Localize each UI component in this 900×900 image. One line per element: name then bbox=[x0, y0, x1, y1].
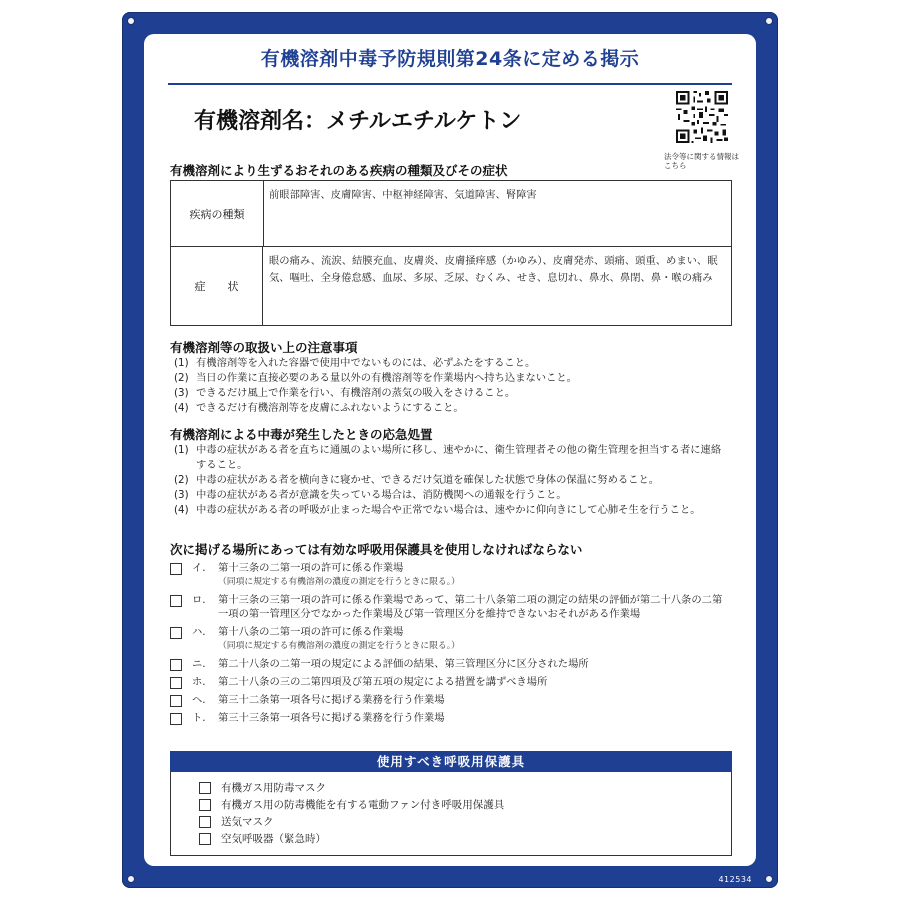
list-item: 有機ガス用の防毒機能を有する電動ファン付き呼吸用保護具 bbox=[199, 797, 504, 814]
list-item: (2) 当日の作業に直接必要のある量以外の有機溶剤等を作業場内へ持ち込まないこと。 bbox=[174, 372, 577, 384]
disease-type-header: 疾病の種類 bbox=[171, 181, 264, 246]
disease-type-row bbox=[171, 181, 731, 247]
list-item: (2) 中毒の症状がある者を横向きに寝かせ、できるだけ気道を確保した状態で身体の保温に努めること。 bbox=[174, 474, 660, 486]
place-checkbox[interactable] bbox=[170, 659, 182, 671]
place-checkbox[interactable] bbox=[170, 627, 182, 639]
list-item: ヘ. 第三十二条第一項各号に掲げる業務を行う作業場 bbox=[170, 693, 730, 707]
solvent-name bbox=[194, 104, 521, 135]
disease-table bbox=[170, 180, 732, 326]
sign-board bbox=[122, 12, 778, 888]
solvent-name-value: メチルエチルケトン bbox=[326, 109, 522, 134]
respirator-box bbox=[170, 772, 732, 856]
disease-type-content: 前眼部障害、皮膚障害、中枢神経障害、気道障害、腎障害 bbox=[269, 189, 537, 201]
respirator-checkbox[interactable] bbox=[199, 816, 211, 828]
title-divider bbox=[168, 83, 732, 85]
list-item: ロ. 第十三条の三第一項の許可に係る作業場であって、第二十八条第二項の測定の結果の評価が第二十八条の二第一項の第一管理区分でなかった作業場及び第一管理区分を維持できないおそれがある作業場 bbox=[170, 593, 730, 621]
symptom-row bbox=[171, 247, 731, 325]
qr-code-icon[interactable] bbox=[674, 89, 730, 145]
list-item: 有機ガス用防毒マスク bbox=[199, 780, 504, 797]
respirator-checkbox[interactable] bbox=[199, 782, 211, 794]
respirator-list bbox=[199, 780, 504, 848]
mounting-hole-icon bbox=[127, 875, 135, 883]
emergency-section-title: 有機溶剤による中毒が発生したときの応急処置 bbox=[170, 427, 433, 442]
places-list bbox=[170, 561, 730, 729]
list-item: (1) 中毒の症状がある者を直ちに通風のよい場所に移し、速やかに、衛生管理者その他の衛生管理を担当する者に連絡すること。 bbox=[174, 444, 722, 471]
respirator-section-title: 使用すべき呼吸用保護具 bbox=[170, 751, 732, 772]
solvent-name-label: 有機溶剤名： bbox=[194, 109, 327, 134]
list-item: 空気呼吸器（緊急時） bbox=[199, 831, 504, 848]
list-item: 送気マスク bbox=[199, 814, 504, 831]
page-title: 有機溶剤中毒予防規則第24条に定める掲示 bbox=[260, 48, 640, 70]
place-checkbox[interactable] bbox=[170, 695, 182, 707]
handling-section-title: 有機溶剤等の取扱い上の注意事項 bbox=[170, 340, 358, 355]
disease-section-title: 有機溶剤により生ずるおそれのある疾病の種類及びその症状 bbox=[170, 163, 508, 178]
handling-list bbox=[174, 356, 730, 416]
mounting-hole-icon bbox=[127, 17, 135, 25]
list-item: (3) できるだけ風上で作業を行い、有機溶剤の蒸気の吸入をさけること。 bbox=[174, 387, 516, 399]
list-item: (3) 中毒の症状がある者が意識を失っている場合は、消防機関への通報を行うこと。 bbox=[174, 489, 567, 501]
symptom-content: 眼の痛み、流涙、結膜充血、皮膚炎、皮膚掻痒感（かゆみ）、皮膚発赤、頭痛、頭重、めまい、眠気、嘔吐、全身倦怠感、血尿、多尿、乏尿、むくみ、せき、息切れ、鼻水、鼻閉、鼻・喉の痛み bbox=[269, 255, 718, 284]
list-item: ハ. 第十八条の二第一項の許可に係る作業場 （同項に規定する有機溶剤の濃度の測定を行うときに限る。） bbox=[170, 625, 730, 653]
qr-caption: 法令等に関する情報はこちら bbox=[664, 152, 739, 170]
place-checkbox[interactable] bbox=[170, 595, 182, 607]
respirator-checkbox[interactable] bbox=[199, 799, 211, 811]
product-code: 412534 bbox=[718, 875, 752, 884]
place-checkbox[interactable] bbox=[170, 563, 182, 575]
symptom-header: 症状 bbox=[171, 247, 263, 325]
list-item: ホ. 第二十八条の三の二第四項及び第五項の規定による措置を講ずべき場所 bbox=[170, 675, 730, 689]
list-item: ニ. 第二十八条の二第一項の規定による評価の結果、第三管理区分に区分された場所 bbox=[170, 657, 730, 671]
list-item: イ. 第十三条の二第一項の許可に係る作業場 （同項に規定する有機溶剤の濃度の測定を行うときに限る。） bbox=[170, 561, 730, 589]
places-section-title: 次に掲げる場所にあっては有効な呼吸用保護具を使用しなければならない bbox=[170, 542, 583, 557]
respirator-checkbox[interactable] bbox=[199, 833, 211, 845]
mounting-hole-icon bbox=[765, 17, 773, 25]
place-checkbox[interactable] bbox=[170, 713, 182, 725]
place-checkbox[interactable] bbox=[170, 677, 182, 689]
list-item: ト. 第三十三条第一項各号に掲げる業務を行う作業場 bbox=[170, 711, 730, 725]
list-item: (4) 中毒の症状がある者の呼吸が止まった場合や正常でない場合は、速やかに仰向きにして心肺そ生を行うこと。 bbox=[174, 504, 701, 516]
list-item: (1) 有機溶剤等を入れた容器で使用中でないものには、必ずふたをすること。 bbox=[174, 357, 536, 369]
mounting-hole-icon bbox=[765, 875, 773, 883]
sign-panel bbox=[144, 34, 756, 866]
emergency-list bbox=[174, 443, 730, 518]
list-item: (4) できるだけ有機溶剤等を皮膚にふれないようにすること。 bbox=[174, 402, 464, 414]
